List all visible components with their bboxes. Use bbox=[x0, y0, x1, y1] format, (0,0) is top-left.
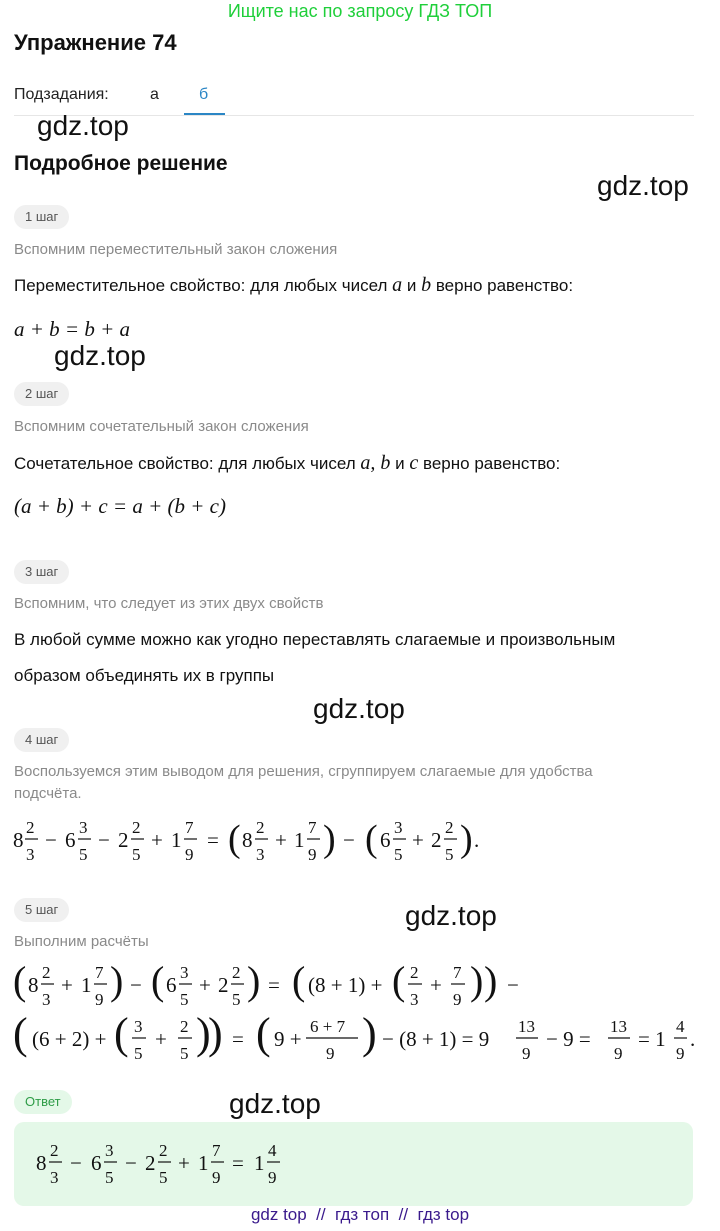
svg-text:(: ( bbox=[13, 1009, 28, 1058]
svg-text:= 1: = 1 bbox=[638, 1027, 666, 1051]
svg-text:9: 9 bbox=[326, 1044, 335, 1063]
svg-text:3: 3 bbox=[26, 845, 35, 864]
svg-text:−: − bbox=[130, 973, 142, 997]
svg-text:(: ( bbox=[256, 1009, 271, 1058]
svg-text:2: 2 bbox=[445, 818, 454, 837]
svg-text:=: = bbox=[232, 1027, 244, 1051]
footer-links[interactable]: gdz top // гдз топ // гдз top bbox=[250, 1205, 470, 1224]
svg-text:2: 2 bbox=[50, 1141, 59, 1160]
svg-text:8: 8 bbox=[13, 828, 24, 852]
step-hint: Вспомним, что следует из этих двух свойств bbox=[14, 595, 324, 612]
svg-text:13: 13 bbox=[610, 1017, 627, 1036]
svg-text:−: − bbox=[45, 828, 57, 852]
svg-text:2: 2 bbox=[431, 828, 442, 852]
svg-text:5: 5 bbox=[79, 845, 88, 864]
svg-text:(: ( bbox=[114, 1009, 129, 1058]
tab-b[interactable]: б bbox=[199, 86, 209, 103]
svg-text:.: . bbox=[474, 828, 480, 852]
svg-text:.: . bbox=[690, 1027, 696, 1051]
svg-text:2: 2 bbox=[26, 818, 35, 837]
svg-text:− (8 + 1) = 9: − (8 + 1) = 9 bbox=[382, 1027, 490, 1051]
svg-text:9: 9 bbox=[268, 1168, 277, 1187]
svg-text:2: 2 bbox=[118, 828, 129, 852]
svg-text:(: ( bbox=[151, 958, 165, 1003]
svg-text:+: + bbox=[151, 828, 163, 852]
svg-text:−: − bbox=[70, 1151, 82, 1175]
step-text: образом объединять их в группы bbox=[14, 666, 275, 685]
svg-text:(: ( bbox=[228, 818, 241, 860]
svg-text:8: 8 bbox=[242, 828, 253, 852]
svg-text:): ) bbox=[484, 958, 498, 1003]
svg-text:6: 6 bbox=[65, 828, 76, 852]
subtasks-label: Подзадания: bbox=[14, 86, 109, 103]
svg-text:2: 2 bbox=[145, 1151, 156, 1175]
svg-text:2: 2 bbox=[232, 963, 241, 982]
step-hint: Воспользуемся этим выводом для решения, сгруппируем слагаемые для удобства bbox=[14, 763, 593, 780]
svg-text:2: 2 bbox=[410, 963, 419, 982]
page-title: Упражнение 74 bbox=[14, 30, 177, 55]
formula-associative: (a + b) + c = a + (b + c) bbox=[14, 494, 226, 518]
svg-text:): ) bbox=[196, 1009, 211, 1058]
step-hint: Вспомним переместительный закон сложения bbox=[14, 241, 338, 258]
svg-text:4: 4 bbox=[268, 1141, 277, 1160]
svg-text:3: 3 bbox=[42, 990, 51, 1009]
svg-text:): ) bbox=[470, 958, 484, 1003]
step-hint: Выполним расчёты bbox=[14, 933, 149, 950]
svg-text:5: 5 bbox=[134, 1044, 143, 1063]
svg-text:6: 6 bbox=[166, 973, 177, 997]
svg-text:−: − bbox=[507, 973, 519, 997]
svg-text:9: 9 bbox=[308, 845, 317, 864]
svg-text:=: = bbox=[268, 973, 280, 997]
top-banner[interactable]: Ищите нас по запросу ГДЗ ТОП bbox=[227, 1, 493, 21]
svg-text:2: 2 bbox=[218, 973, 229, 997]
svg-text:3: 3 bbox=[180, 963, 189, 982]
formula-grouping bbox=[10, 806, 510, 870]
svg-text:+: + bbox=[199, 973, 211, 997]
svg-text:7: 7 bbox=[212, 1141, 221, 1160]
svg-text:7: 7 bbox=[308, 818, 317, 837]
svg-text:+: + bbox=[275, 828, 287, 852]
watermark: gdz.top bbox=[313, 693, 405, 724]
svg-text:2: 2 bbox=[180, 1017, 189, 1036]
formula-calculation bbox=[10, 952, 710, 1072]
svg-text:3: 3 bbox=[50, 1168, 59, 1187]
svg-text:3: 3 bbox=[134, 1017, 143, 1036]
step-badge: 2 шаг bbox=[14, 382, 69, 406]
step-text: Переместительное свойство: для любых чисел a и b верно равенство: bbox=[14, 274, 574, 296]
svg-text:3: 3 bbox=[410, 990, 419, 1009]
answer-box bbox=[14, 1122, 693, 1206]
svg-text:9: 9 bbox=[185, 845, 194, 864]
svg-text:5: 5 bbox=[445, 845, 454, 864]
svg-text:8: 8 bbox=[28, 973, 39, 997]
formula-answer bbox=[14, 1122, 334, 1206]
svg-text:(: ( bbox=[365, 818, 378, 860]
step-badge: 3 шаг bbox=[14, 560, 69, 584]
svg-text:): ) bbox=[208, 1009, 223, 1058]
svg-text:9: 9 bbox=[453, 990, 462, 1009]
step-badge: 1 шаг bbox=[14, 205, 69, 229]
svg-text:9 +: 9 + bbox=[274, 1027, 302, 1051]
svg-text:5: 5 bbox=[159, 1168, 168, 1187]
svg-text:5: 5 bbox=[105, 1168, 114, 1187]
tab-a[interactable]: а bbox=[150, 86, 159, 103]
svg-text:9: 9 bbox=[614, 1044, 623, 1063]
svg-text:− 9 =: − 9 = bbox=[546, 1027, 591, 1051]
svg-text:+: + bbox=[412, 828, 424, 852]
svg-text:7: 7 bbox=[95, 963, 104, 982]
svg-text:−: − bbox=[343, 828, 355, 852]
svg-text:7: 7 bbox=[185, 818, 194, 837]
svg-text:5: 5 bbox=[132, 845, 141, 864]
svg-text:+: + bbox=[178, 1151, 190, 1175]
watermark: gdz.top bbox=[597, 170, 689, 201]
svg-text:(: ( bbox=[13, 958, 27, 1003]
svg-text:6: 6 bbox=[91, 1151, 102, 1175]
svg-text:5: 5 bbox=[180, 990, 189, 1009]
svg-text:9: 9 bbox=[676, 1044, 685, 1063]
step-badge: 4 шаг bbox=[14, 728, 69, 752]
svg-text:): ) bbox=[362, 1009, 377, 1058]
svg-text:−: − bbox=[98, 828, 110, 852]
svg-text:): ) bbox=[460, 818, 473, 860]
svg-text:7: 7 bbox=[453, 963, 462, 982]
svg-text:(8 + 1) +: (8 + 1) + bbox=[308, 973, 383, 997]
step-hint: подсчёта. bbox=[14, 785, 82, 802]
svg-text:1: 1 bbox=[171, 828, 182, 852]
svg-text:2: 2 bbox=[159, 1141, 168, 1160]
svg-text:3: 3 bbox=[79, 818, 88, 837]
watermark: gdz.top bbox=[37, 110, 129, 141]
svg-text:1: 1 bbox=[198, 1151, 209, 1175]
svg-text:1: 1 bbox=[81, 973, 92, 997]
svg-text:9: 9 bbox=[95, 990, 104, 1009]
svg-text:+: + bbox=[61, 973, 73, 997]
step-text: Сочетательное свойство: для любых чисел a, b и c верно равенство: bbox=[14, 452, 561, 474]
svg-text:+: + bbox=[430, 973, 442, 997]
svg-text:): ) bbox=[323, 818, 336, 860]
svg-text:(6 + 2) +: (6 + 2) + bbox=[32, 1027, 107, 1051]
svg-text:(: ( bbox=[292, 958, 306, 1003]
svg-text:6: 6 bbox=[380, 828, 391, 852]
svg-text:=: = bbox=[232, 1151, 244, 1175]
svg-text:5: 5 bbox=[232, 990, 241, 1009]
svg-text:2: 2 bbox=[42, 963, 51, 982]
svg-text:3: 3 bbox=[394, 818, 403, 837]
watermark: gdz.top bbox=[229, 1088, 321, 1119]
svg-text:1: 1 bbox=[294, 828, 305, 852]
formula-commutative: a + b = b + a bbox=[14, 317, 131, 341]
watermark: gdz.top bbox=[405, 900, 497, 931]
svg-text:3: 3 bbox=[256, 845, 265, 864]
solution-heading: Подробное решение bbox=[14, 152, 228, 175]
svg-text:9: 9 bbox=[212, 1168, 221, 1187]
step-text: В любой сумме можно как угодно переставлять слагаемые и произвольным bbox=[14, 630, 616, 649]
svg-text:13: 13 bbox=[518, 1017, 535, 1036]
step-badge: 5 шаг bbox=[14, 898, 69, 922]
svg-text:=: = bbox=[207, 828, 219, 852]
svg-text:): ) bbox=[110, 958, 124, 1003]
svg-text:5: 5 bbox=[180, 1044, 189, 1063]
svg-text:9: 9 bbox=[522, 1044, 531, 1063]
svg-text:2: 2 bbox=[256, 818, 265, 837]
answer-badge: Ответ bbox=[14, 1090, 72, 1114]
watermark: gdz.top bbox=[54, 340, 146, 371]
svg-text:6 + 7: 6 + 7 bbox=[310, 1017, 346, 1036]
step-hint: Вспомним сочетательный закон сложения bbox=[14, 418, 309, 435]
svg-text:5: 5 bbox=[394, 845, 403, 864]
svg-text:4: 4 bbox=[676, 1017, 685, 1036]
svg-text:8: 8 bbox=[36, 1151, 47, 1175]
svg-text:3: 3 bbox=[105, 1141, 114, 1160]
svg-text:+: + bbox=[155, 1027, 167, 1051]
svg-text:−: − bbox=[125, 1151, 137, 1175]
svg-text:2: 2 bbox=[132, 818, 141, 837]
svg-text:1: 1 bbox=[254, 1151, 265, 1175]
svg-text:): ) bbox=[247, 958, 261, 1003]
svg-text:(: ( bbox=[392, 958, 406, 1003]
